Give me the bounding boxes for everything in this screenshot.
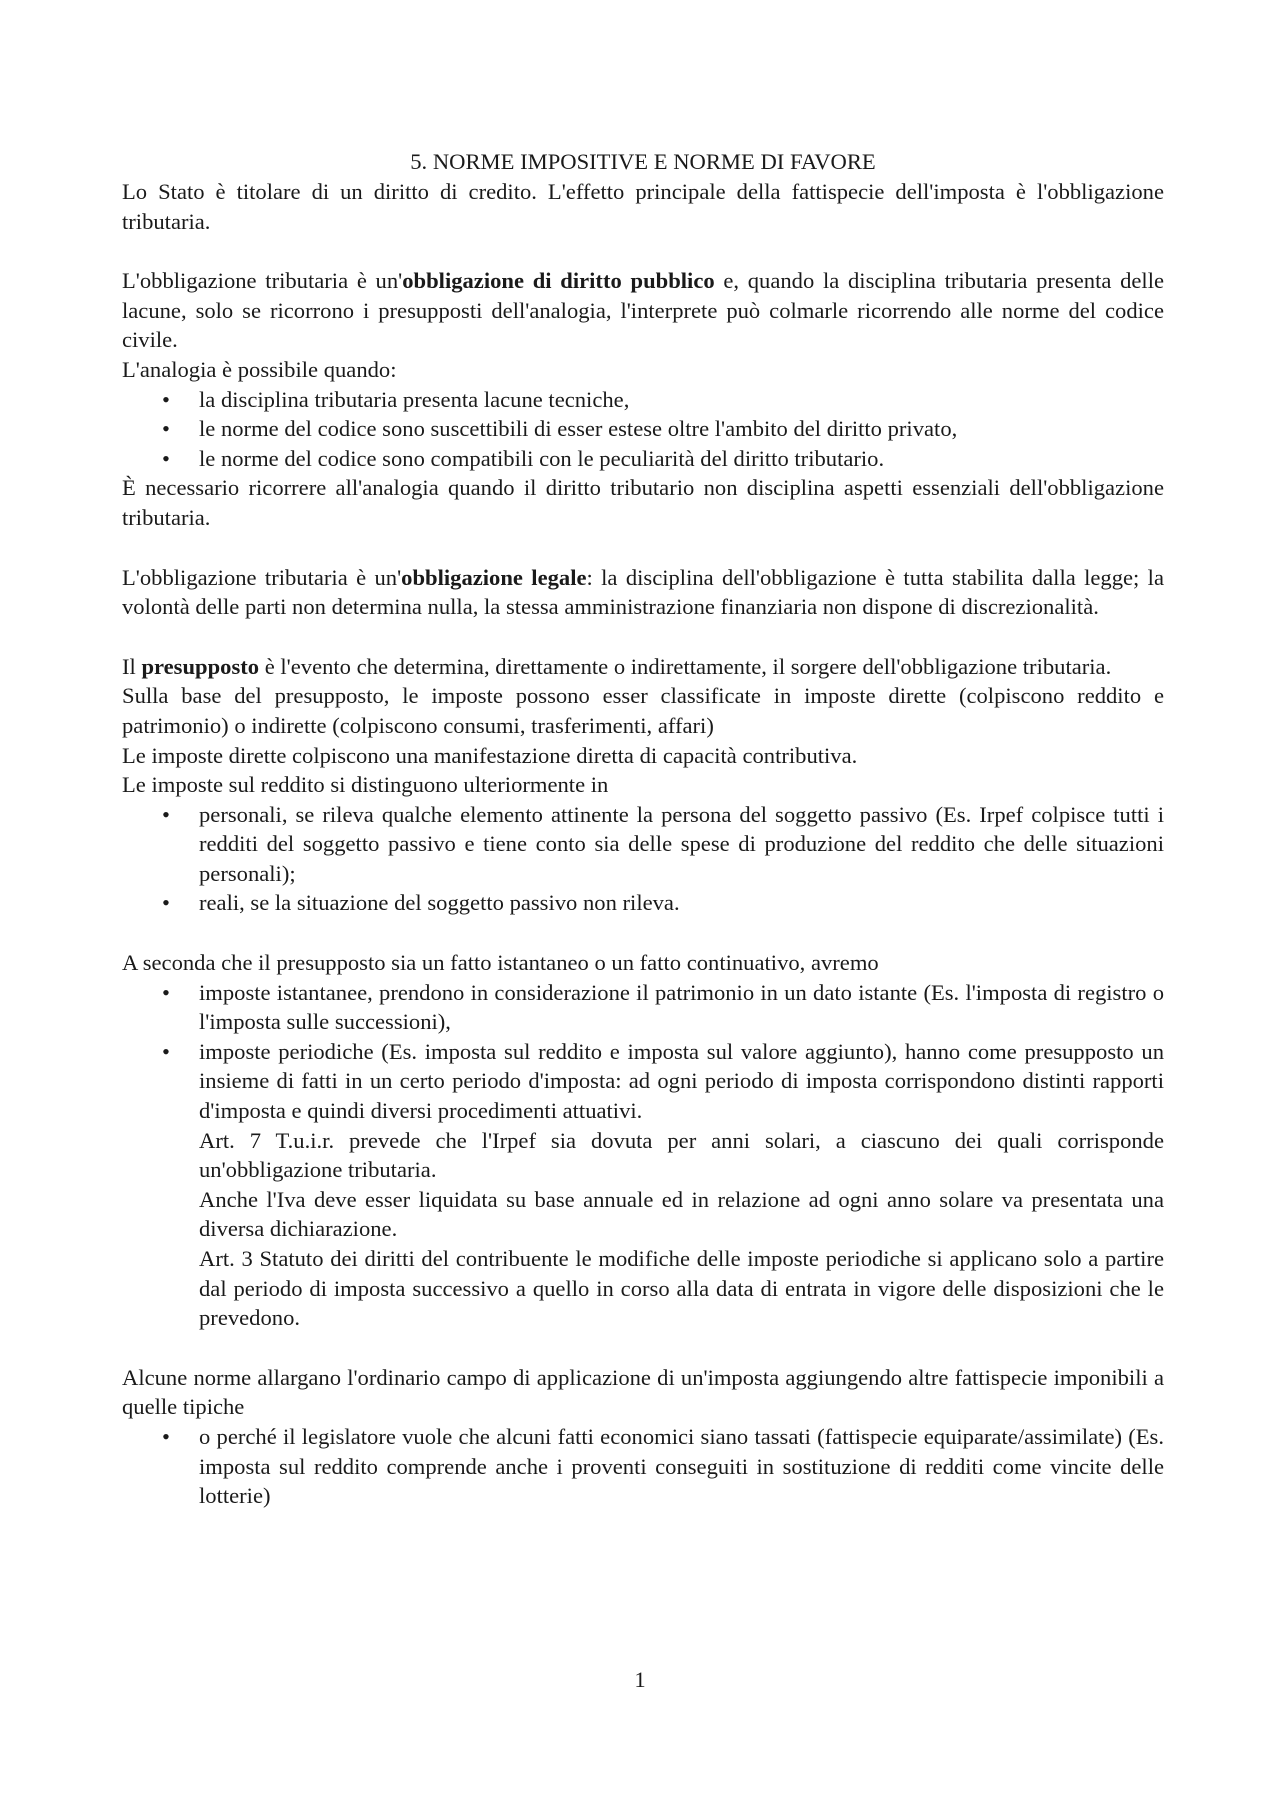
list-item-text: imposte periodiche (Es. imposta sul reddito e imposta sul valore aggiunto), hanno come presupposto un insieme di fatti in un certo periodo d'imposta: ad ogni periodo di imposta corrispondono distinti rapporti d'imposta e quindi diversi procedimenti attuativi.: [199, 1038, 1164, 1124]
page-number: 1: [634, 1667, 646, 1692]
list-item: [122, 414, 1164, 444]
paragraph-direct-taxes: Le imposte dirette colpiscono una manifestazione diretta di capacità contributiva.: [122, 742, 858, 768]
bullet-icon: •: [162, 386, 170, 412]
page-title: 5. NORME IMPOSITIVE E NORME DI FAVORE: [410, 149, 876, 174]
bold-term-presupposto: presupposto: [141, 653, 260, 679]
list-item: [122, 800, 1164, 889]
bullet-icon: •: [162, 801, 170, 827]
paragraph-intro: Lo Stato è titolare di un diritto di credito. L'effetto principale della fattispecie dell'imposta è l'obbligazione tributaria.: [122, 179, 1164, 234]
paragraph-legal-obligation: [122, 563, 1164, 622]
list-item-text: le norme del codice sono suscettibili di esser estese oltre l'ambito del diritto privato,: [199, 416, 958, 442]
paragraph-tax-classification: Sulla base del presupposto, le imposte possono esser classificate in imposte dirette (colpiscono reddito e patrimonio) o indirette (colpiscono consumi, trasferimenti, affari): [122, 683, 1164, 738]
paragraph-extension-norms: Alcune norme allargano l'ordinario campo di applicazione di un'imposta aggiungendo altre fattispecie imponibili a quelle tipiche: [122, 1364, 1164, 1420]
bullet-icon: •: [162, 445, 170, 471]
list-item-text: le norme del codice sono compatibili con le peculiarità del diritto tributario.: [199, 445, 885, 471]
paragraph-instant-periodic: A seconda che il presupposto sia un fatto istantaneo o un fatto continuativo, avremo: [122, 950, 879, 976]
list-item-text: imposte istantanee, prendono in considerazione il patrimonio in un dato istante (Es. l'imposta di registro o l'imposta sulle successioni),: [199, 979, 1164, 1035]
list-item-subparagraph: Anche l'Iva deve esser liquidata su base annuale ed in relazione ad ogni anno solare va presentata una diversa dichiarazione.: [199, 1186, 1164, 1242]
text-run: e, quando la disciplina tributaria presenta delle lacune, solo se ricorrono i presupposti dell'analogia, l'interprete può colmarle ricorrendo alle norme del codice civile.: [122, 268, 1164, 353]
text-run: L'obbligazione tributaria è un': [122, 268, 403, 294]
page-content: [122, 147, 1164, 1511]
list-item: [122, 1037, 1164, 1333]
list-item-text: reali, se la situazione del soggetto passivo non rileva.: [199, 890, 680, 916]
bullet-icon: •: [162, 1038, 170, 1064]
paragraph-analogy-necessity: È necessario ricorrere all'analogia quando il diritto tributario non disciplina aspetti essenziali dell'obbligazione tributaria.: [122, 475, 1164, 530]
text-run: L'obbligazione tributaria è un': [122, 564, 402, 590]
paragraph-public-obligation: [122, 266, 1164, 355]
paragraph-income-taxes: Le imposte sul reddito si distinguono ulteriormente in: [122, 772, 609, 798]
list-item: [122, 888, 1164, 918]
bold-term-legal-obligation: obbligazione legale: [401, 564, 587, 590]
text-run: è l'evento che determina, direttamente o indirettamente, il sorgere dell'obbligazione tributaria.: [259, 653, 1112, 679]
bullet-icon: •: [162, 416, 170, 442]
list-item-text: o perché il legislatore vuole che alcuni fatti economici siano tassati (fattispecie equiparate/assimilate) (Es. imposta sul reddito comprende anche i proventi conseguiti in sostituzione di redditi come vincite delle lotterie): [199, 1423, 1164, 1509]
analogy-conditions-list: [122, 385, 1164, 474]
text-run: Il: [122, 653, 142, 679]
extension-norms-list: [122, 1422, 1164, 1511]
bullet-icon: •: [162, 890, 170, 916]
list-item-text: la disciplina tributaria presenta lacune tecniche,: [199, 386, 630, 412]
list-item-subparagraph: Art. 3 Statuto dei diritti del contribuente le modifiche delle imposte periodiche si applicano solo a partire dal periodo di imposta successivo a quello in corso alla data di entrata in vigore delle disposizioni che le prevedono.: [199, 1246, 1164, 1331]
bullet-icon: •: [162, 979, 170, 1005]
list-item-text: personali, se rileva qualche elemento attinente la persona del soggetto passivo (Es. Irpef colpisce tutti i redditi del soggetto passivo e tiene conto sia delle spese di produzione del reddito che delle situazioni personali);: [199, 801, 1164, 886]
list-item: [122, 444, 1164, 474]
list-item: [122, 385, 1164, 415]
list-item-subparagraph: Art. 7 T.u.i.r. prevede che l'Irpef sia dovuta per anni solari, a ciascuno dei quali corrisponde un'obbligazione tributaria.: [199, 1127, 1164, 1183]
text-run: : la disciplina dell'obbligazione è tutta stabilita dalla legge; la volontà delle parti non determina nulla, la stessa amministrazione finanziaria non dispone di discrezionalità.: [122, 564, 1164, 620]
income-taxes-list: [122, 800, 1164, 918]
list-item: [122, 1422, 1164, 1511]
paragraph-analogy-conditions: L'analogia è possibile quando:: [122, 356, 397, 382]
list-item: [122, 978, 1164, 1037]
bold-term-public-law: obbligazione di diritto pubblico: [402, 268, 715, 294]
paragraph-presupposto: [122, 652, 1164, 682]
instant-periodic-list: [122, 978, 1164, 1333]
bullet-icon: •: [162, 1423, 170, 1449]
